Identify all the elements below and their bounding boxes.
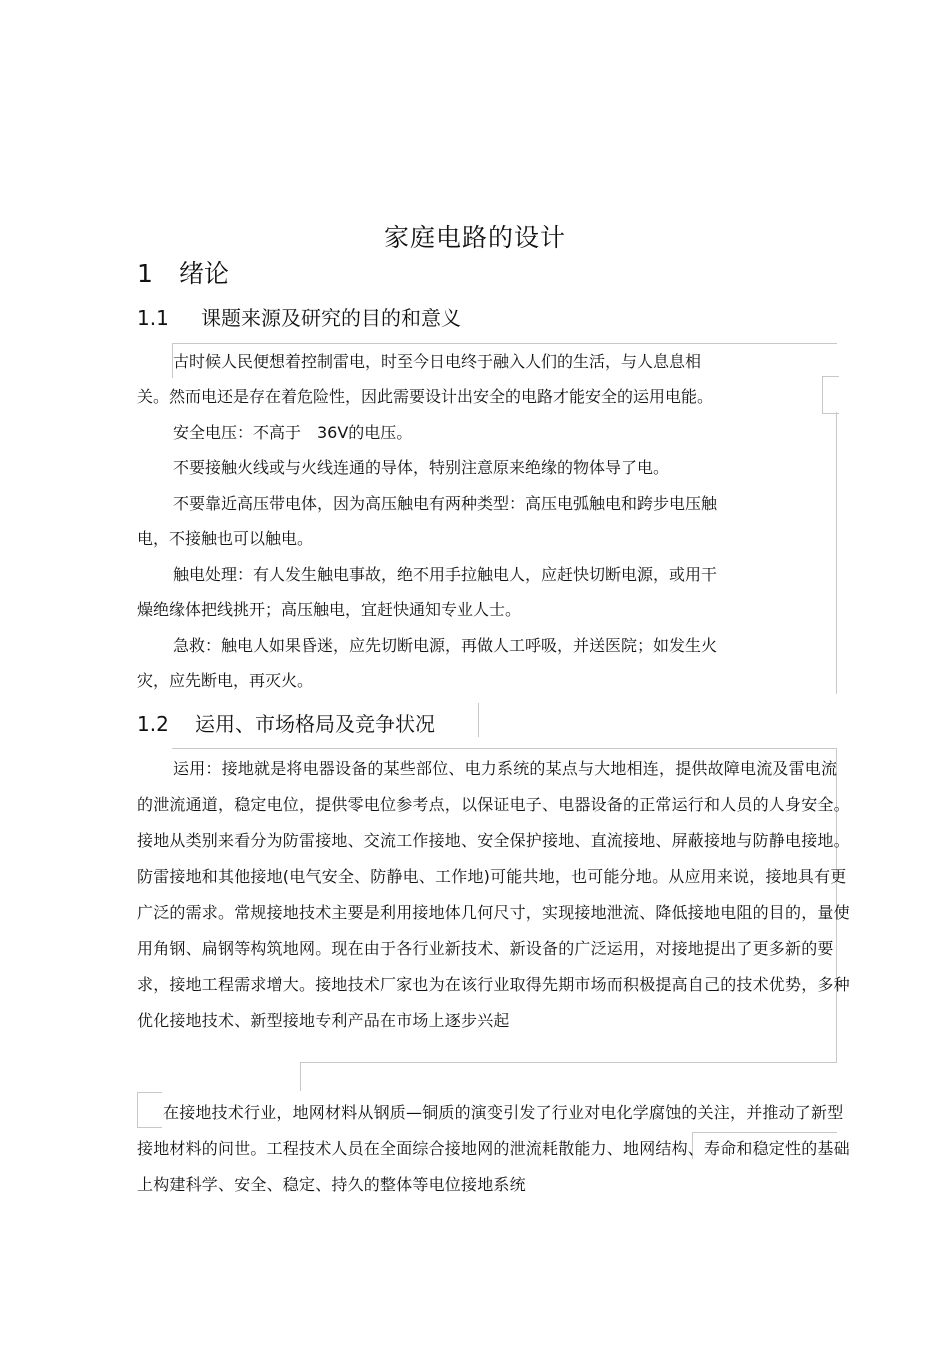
paragraph-line: 燥绝缘体把线挑开；高压触电，宜赶快通知专业人士。	[137, 600, 522, 619]
paragraph-line: 触电处理：有人发生触电事故，绝不用手拉触电人，应赶快切断电源，或用干	[173, 565, 718, 584]
paragraph-line: 关。然而电还是存在着危险性，因此需要设计出安全的电路才能安全的运用电能。	[137, 387, 714, 406]
section-number: 1.2	[137, 712, 169, 736]
section-number: 1.1	[137, 306, 169, 330]
frame-artefact	[478, 703, 480, 737]
paragraph-line: 灾，应先断电，再灭火。	[137, 671, 314, 690]
frame-artefact	[300, 1062, 837, 1091]
document-title: 家庭电路的设计	[383, 223, 566, 252]
paragraph-line: 急救：触电人如果昏迷，应先切断电源，再做人工呼吸，并送医院；如发生火	[173, 636, 718, 655]
paragraph-line: 不要接触火线或与火线连通的导体，特别注意原来绝缘的物体导了电。	[173, 458, 670, 477]
paragraph: 运用：接地就是将电器设备的某些部位、电力系统的某点与大地相连，提供故障电流及雷电流的泄流通道，稳定电位，提供零电位参考点，以保证电子、电器设备的正常运行和人员的人身安全。接地从类别来看分为防雷接地、交流工作接地、安全保护接地、直流接地、屏蔽接地与防静电接地。防雷接地和其他接地(电气安全、防静电、工作地)可能共地，也可能分地。从应用来说，接地具有更广泛的需求。常规接地技术主要是利用接地体几何尺寸，实现接地泄流、降低接地电阻的目的，量使用角钢、扁钢等构筑地网。现在由于各行业新技术、新设备的广泛运用，对接地提出了更多新的要求，接地工程需求增大。接地技术厂家也为在该行业取得先期市场而积极提高自己的技术优势，多种优化接地技术、新型接地专利产品在市场上逐步兴起	[137, 759, 850, 1030]
paragraph-line: 安全电压：不高于 36V的电压。	[173, 423, 413, 442]
paragraph: 在接地技术行业，地网材料从钢质—铜质的演变引发了行业对电化学腐蚀的关注，并推动了新型接地材料的问世。工程技术人员在全面综合接地网的泄流耗散能力、地网结构、寿命和稳定性的基础上构建科学、安全、稳定、持久的整体等电位接地系统	[137, 1103, 850, 1194]
section-heading-1-2	[137, 708, 435, 737]
paragraph-line: 电，不接触也可以触电。	[137, 529, 314, 548]
section-heading-1-1	[137, 302, 461, 331]
section-title: 运用、市场格局及竞争状况	[195, 712, 435, 736]
chapter-number: 1	[137, 259, 153, 288]
paragraph-line: 不要靠近高压带电体，因为高压触电有两种类型：高压电弧触电和跨步电压触	[173, 494, 718, 513]
chapter-heading	[137, 254, 229, 290]
paragraph-line: 古时候人民便想着控制雷电，时至今日电终于融入人们的生活，与人息息相	[173, 352, 702, 371]
section-title: 课题来源及研究的目的和意义	[201, 306, 461, 330]
chapter-title: 绪论	[179, 259, 230, 288]
